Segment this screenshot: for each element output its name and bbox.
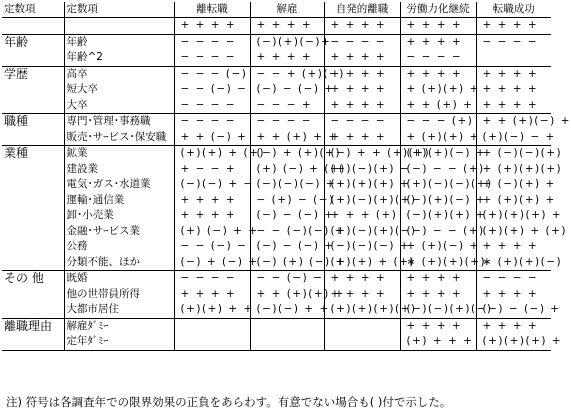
sign-value: − (+) − (−) xyxy=(256,193,335,206)
sign-value: (+)(−)(−)(+) xyxy=(406,178,493,190)
header-job-success: 転職成功 xyxy=(476,2,551,18)
sign-value: (+)(−)(+)(−) xyxy=(330,224,417,237)
header-job-change: 離転職 xyxy=(174,2,250,18)
sign-value: + + + + xyxy=(482,83,539,95)
constant-value: + + + + xyxy=(174,18,250,35)
sign-value: (−) − (−) + xyxy=(256,240,335,252)
sign-value: (−) + + (+)(+) xyxy=(330,147,431,159)
item-label: 金融･サｰビス業 xyxy=(66,224,140,237)
item-labels xyxy=(64,146,174,271)
sign-value: (−)(−)(−) + xyxy=(330,240,411,252)
value-cell xyxy=(324,114,400,146)
value-cell xyxy=(476,66,551,114)
sign-value: (−) + (+)(+) xyxy=(256,147,341,159)
sign-value: + + + + xyxy=(330,98,387,111)
sign-value: (+)(+) + + xyxy=(180,303,254,315)
sign-value: − − (−) − xyxy=(180,240,248,252)
item-label: 大卒 xyxy=(66,98,88,111)
value-cell xyxy=(174,271,254,319)
sign-value: (+)(−)(+)(+) xyxy=(330,193,417,206)
item-labels xyxy=(64,271,174,319)
sign-value: + + (+)(−) + xyxy=(482,115,571,127)
constant-value: + + + + xyxy=(250,18,324,35)
value-cell xyxy=(476,318,563,350)
value-cell xyxy=(324,34,400,66)
sign-value: − − (−) − xyxy=(256,272,324,284)
group-row xyxy=(2,271,551,319)
sign-value: − − − − xyxy=(180,272,237,284)
item-label: 他の世帯員所得 xyxy=(66,287,140,300)
group-label: 学歴 xyxy=(2,66,64,114)
value-cell xyxy=(250,146,346,271)
sign-value: − − − − xyxy=(180,51,237,63)
sign-value: + + + + xyxy=(330,51,387,63)
group-row xyxy=(2,146,551,271)
sign-value: (−) (+) (−) + xyxy=(256,255,346,268)
results-table xyxy=(2,2,571,351)
sign-value: + + + + xyxy=(330,272,387,284)
value-cell xyxy=(250,34,332,66)
sign-value: (+)(+) + (+) xyxy=(180,147,265,159)
item-label: 鉱業 xyxy=(66,147,88,159)
sign-value: (+) (−) + (+) xyxy=(256,162,346,175)
group-row xyxy=(2,34,551,66)
constant-value: + + + + xyxy=(482,19,539,31)
item-label: 公務 xyxy=(66,240,88,252)
sign-value xyxy=(257,319,322,335)
item-labels xyxy=(64,114,174,146)
item-label: 分類不能、ほか xyxy=(66,255,140,268)
results-table-body xyxy=(2,2,571,350)
sign-value: (+)(+)(+) + xyxy=(482,209,563,221)
sign-value: (+)(+)(+) + xyxy=(482,335,563,347)
item-labels xyxy=(64,66,174,114)
item-labels xyxy=(64,318,174,350)
header-row xyxy=(2,2,551,18)
value-cell xyxy=(476,271,561,319)
constant-value: + + + + xyxy=(400,18,476,35)
item-labels xyxy=(64,34,174,66)
sign-value: + (+)(+) + xyxy=(482,193,556,206)
header-dismissal: 解雇 xyxy=(250,2,324,18)
results-table-container xyxy=(2,2,571,351)
sign-value: (−)(+)(−) + xyxy=(406,193,487,206)
sign-value: (−)(−)(−) + xyxy=(256,178,337,190)
item-label: 専門･管理･事務職 xyxy=(66,115,151,127)
sign-value: + + + + xyxy=(180,209,237,221)
item-label: 高卒 xyxy=(66,67,88,80)
sign-value: + (+)(+)(+) xyxy=(482,162,563,175)
item-label: 解雇ﾀﾞﾐｰ xyxy=(66,319,109,332)
sign-value: − − − − xyxy=(406,51,463,63)
value-cell xyxy=(250,271,345,319)
value-cell xyxy=(250,66,345,114)
group-label: 離職理由 xyxy=(2,318,64,350)
value-cell xyxy=(324,318,400,350)
item-label: 販売･サｰビス･保安職 xyxy=(66,130,167,143)
sign-value: + + + + xyxy=(406,272,463,284)
header-col1: 定数項 xyxy=(2,2,64,18)
sign-value: + + + + xyxy=(406,35,463,48)
item-label: 卸･小売業 xyxy=(66,209,114,221)
sign-value: ∗ (+)(+)(−) xyxy=(482,255,563,268)
sign-value: + + + + xyxy=(406,287,463,300)
sign-value: + + (−) + xyxy=(180,130,248,143)
item-label: 短大卒 xyxy=(66,83,98,95)
value-cell xyxy=(400,146,493,271)
item-label: 運輸･通信業 xyxy=(66,193,125,206)
sign-value: + + + + xyxy=(406,319,463,332)
sign-value: − − − (+) xyxy=(406,115,474,127)
sign-value xyxy=(331,319,398,335)
value-cell xyxy=(400,318,476,350)
sign-value: (−) − (−) + xyxy=(256,83,335,95)
sign-value: + (−)(+) + xyxy=(482,178,556,190)
sign-value: (+)(+) + (+) xyxy=(482,224,567,237)
sign-value: (−) − − (+) xyxy=(406,224,485,237)
group-label: 年齢 xyxy=(2,34,64,66)
sign-value: + + + + xyxy=(256,51,313,63)
sign-value: + + + + xyxy=(406,67,463,80)
sign-value: (−) − − (+) xyxy=(406,162,485,175)
group-row xyxy=(2,114,551,146)
sign-value: − − + (+)(−) xyxy=(256,67,345,80)
sign-value: + − − + xyxy=(180,162,237,175)
sign-value: + (+)(−) + xyxy=(406,240,480,252)
sign-value: ∗ (+)(+)(+) xyxy=(406,255,487,268)
sign-value: (−)(−) + + xyxy=(256,303,330,315)
sign-value: (−)(+)(−)+ xyxy=(256,35,332,48)
item-label: 電気･ガス･水道業 xyxy=(66,178,151,190)
sign-value xyxy=(181,334,248,350)
sign-value: − − − − xyxy=(180,98,237,111)
sign-value: (+)(+)(+) + xyxy=(330,178,411,190)
constant-row xyxy=(2,18,551,35)
item-label: 大都市居住 xyxy=(66,303,119,315)
value-cell xyxy=(250,318,324,350)
sign-value: + (+)(+) + xyxy=(406,130,480,143)
value-cell xyxy=(174,34,250,66)
sign-value: (−) − (−) + xyxy=(482,303,561,315)
sign-value: − − (−) − xyxy=(180,83,248,95)
sign-value: (+)(−)(+) − xyxy=(330,162,411,175)
sign-value: − − − − xyxy=(482,35,539,48)
constant-sublabel xyxy=(64,18,174,35)
value-cell xyxy=(324,146,431,271)
sign-value: − − − − xyxy=(180,115,237,127)
sign-value: − − − − xyxy=(256,115,313,127)
value-cell xyxy=(400,271,493,319)
value-cell xyxy=(476,114,571,146)
value-cell xyxy=(174,146,265,271)
constant-label xyxy=(2,18,64,35)
sign-value: (−) − (−) + xyxy=(256,209,335,221)
sign-value: (+)(+) + (+) xyxy=(330,255,415,268)
sign-value: + + + + xyxy=(482,287,539,300)
sign-value: + + + + xyxy=(330,83,387,95)
sign-value: (+)(−) − + xyxy=(482,130,556,143)
footnote: 注) 符号は各調査年での限界効果の正負をあらわす。有意でない場合も( )付で示した。 xyxy=(6,395,452,409)
sign-value: + (+)(+) + xyxy=(406,83,480,95)
value-cell xyxy=(174,318,250,350)
item-label: 建設業 xyxy=(66,162,98,175)
item-label: 年齢 xyxy=(66,35,88,48)
sign-value: − − (−)(−) + xyxy=(256,224,345,237)
sign-value: + + + + xyxy=(330,287,387,300)
sign-value: + + + + xyxy=(330,130,387,143)
value-cell xyxy=(476,146,567,271)
sign-value: − − − − xyxy=(330,35,387,48)
group-label: その 他 xyxy=(2,271,64,319)
sign-value: + + + + xyxy=(482,240,539,252)
value-cell xyxy=(400,66,480,114)
header-labor-force: 労働力化継続 xyxy=(400,2,476,18)
header-voluntary-quit: 自発的離職 xyxy=(324,2,400,18)
sign-value: − − − (−) xyxy=(180,67,248,80)
sign-value: (+) + + + xyxy=(406,335,474,347)
group-row xyxy=(2,66,551,114)
sign-value: − − − − xyxy=(330,115,387,127)
value-cell xyxy=(174,66,250,114)
sign-value: + + (+) + + xyxy=(256,130,339,143)
group-row xyxy=(2,318,551,350)
sign-value xyxy=(257,334,322,350)
sign-value: (+)(+)(−) + xyxy=(406,147,487,159)
sign-value: + + + (+) xyxy=(330,209,398,221)
sign-value: + + + + xyxy=(330,67,387,80)
item-label: 定年ﾀﾞﾐｰ xyxy=(66,335,109,347)
sign-value: (+)(+)(+)(+) xyxy=(330,303,417,315)
sign-value: (−)(−)(+)(−) xyxy=(406,303,493,315)
sign-value: + + (+) + xyxy=(406,98,474,111)
value-cell xyxy=(324,271,417,319)
header-col2: 定数項 xyxy=(64,2,174,18)
sign-value: (−) + (−) + xyxy=(180,255,259,268)
value-cell xyxy=(476,34,551,66)
item-label: 年齢^2 xyxy=(66,51,103,63)
value-cell xyxy=(174,114,250,146)
constant-value: + + + + xyxy=(324,18,400,35)
sign-value: − − − − xyxy=(482,272,539,284)
sign-value: (−)(+)(+) + xyxy=(406,209,487,221)
sign-value: + + + + xyxy=(180,287,237,300)
sign-value xyxy=(483,50,550,66)
value-cell xyxy=(250,114,339,146)
sign-value: + + + + xyxy=(482,98,539,111)
group-label: 業種 xyxy=(2,146,64,271)
sign-value: + + (+)(+) + xyxy=(256,287,345,300)
value-cell xyxy=(400,114,480,146)
sign-value: − − − + xyxy=(256,98,313,111)
group-label: 職種 xyxy=(2,114,64,146)
sign-value xyxy=(181,319,248,335)
sign-value: + (−)(−)(+) xyxy=(482,147,563,159)
item-label: 既婚 xyxy=(66,272,88,284)
value-cell xyxy=(324,66,400,114)
sign-value: (−)(−) + − xyxy=(180,178,254,190)
sign-value: + + + + xyxy=(482,319,539,332)
sign-value: (+) (−) + + xyxy=(180,224,259,237)
sign-value: + + + + xyxy=(482,67,539,80)
sign-value: + + + + xyxy=(180,193,237,206)
sign-value xyxy=(331,334,398,350)
value-cell xyxy=(400,34,476,66)
sign-value: − − − − xyxy=(180,35,237,48)
